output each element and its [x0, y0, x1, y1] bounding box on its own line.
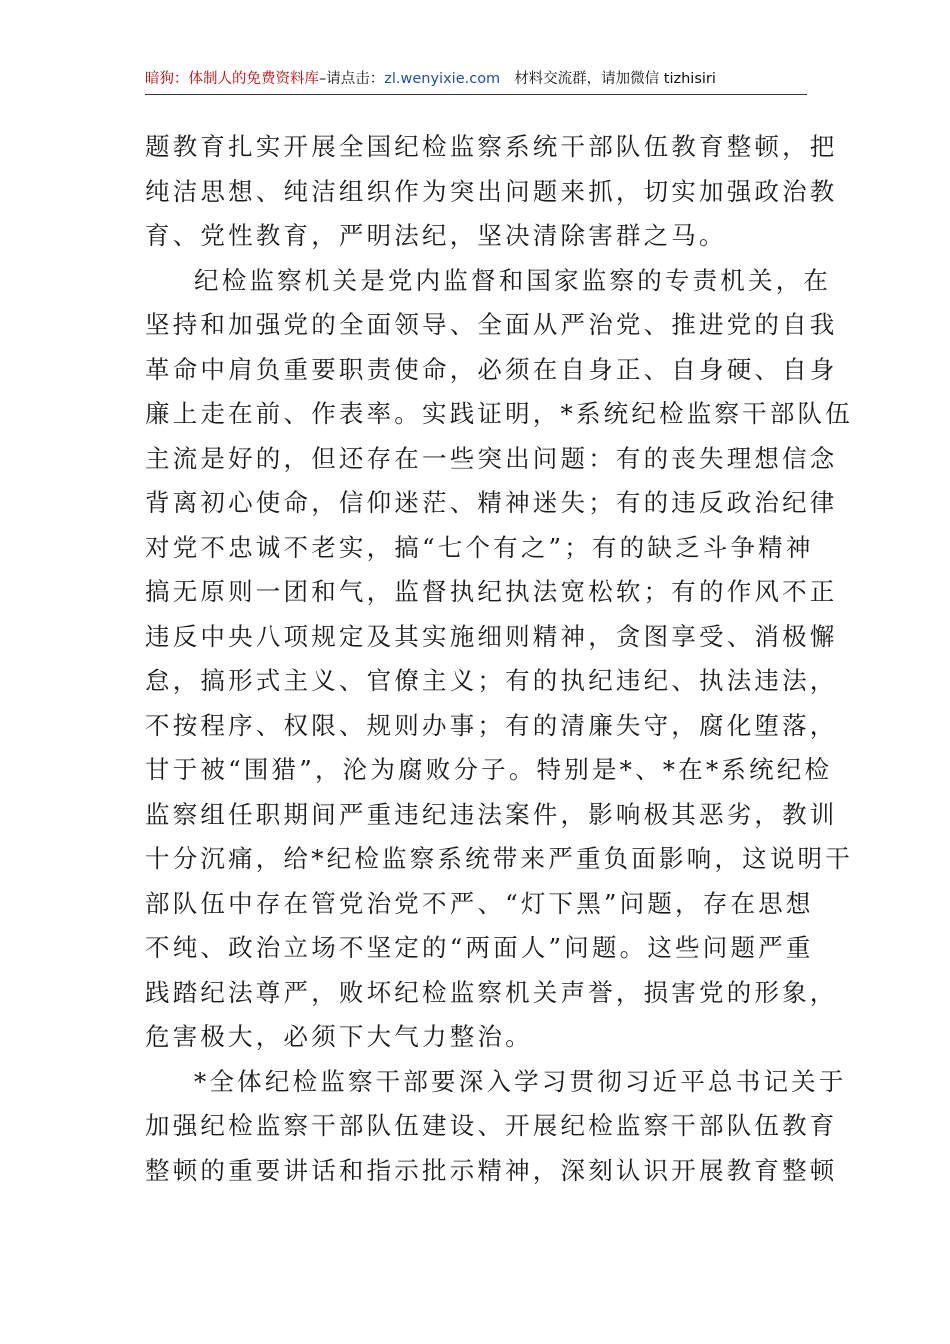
header-url-link[interactable]: zl.wenyixie.com [384, 71, 501, 87]
text-line: *全体纪检监察干部要深入学习贯彻习近平总书记关于 [194, 1066, 847, 1096]
text-line: 育、党性教育，严明法纪，坚决清除害群之马。 [145, 221, 727, 250]
text-line: 怠，搞形式主义、官僚主义；有的执纪违纪、执法违法， [145, 666, 838, 695]
text-line: 纯洁思想、纯洁组织作为突出问题来抓，切实加强政治教 [145, 176, 838, 206]
text-line: 监察组任职期间严重违纪违法案件，影响极其恶劣，教训 [145, 799, 838, 829]
header-wechat-note: 材料交流群，请加微信 tizhisiri [514, 71, 716, 87]
text-line: 廉上走在前、作表率。实践证明，*系统纪检监察干部队伍 [145, 399, 853, 428]
text-line: 背离初心使命，信仰迷茫、精神迷失；有的违反政治纪律 [145, 488, 838, 517]
text-line: 革命中肩负重要职责使命，必须在自身正、自身硬、自身 [145, 354, 838, 384]
text-line: 整顿的重要讲话和指示批示精神，深刻认识开展教育整顿 [145, 1155, 838, 1185]
text-line: 违反中央八项规定及其实施细则精神，贪图享受、消极懈 [145, 621, 838, 651]
header-click-prompt: –请点击： [319, 71, 385, 87]
text-line: 对党不忠诚不老实，搞“七个有之”；有的缺乏斗争精神 [145, 532, 814, 562]
paragraph-1 [145, 125, 838, 259]
text-line: 践踏纪法尊严，败坏纪检监察机关声誉，损害党的形象， [145, 977, 838, 1007]
text-line: 不按程序、权限、规则办事；有的清廉失守，腐化堕落， [145, 710, 838, 740]
text-line: 搞无原则一团和气，监督执纪执法宽松软；有的作风不正 [145, 577, 838, 606]
paragraph-2 [145, 259, 853, 1060]
text-line: 不纯、政治立场不坚定的“两面人”问题。这些问题严重 [145, 933, 814, 962]
paragraph-3 [145, 1060, 847, 1194]
document-body [145, 125, 853, 1193]
text-line: 十分沉痛，给*纪检监察系统带来严重负面影响，这说明干 [145, 844, 853, 873]
text-line: 危害极大，必须下大气力整治。 [145, 1022, 533, 1051]
text-line: 主流是好的，但还存在一些突出问题：有的丧失理想信念 [145, 443, 838, 473]
page-header [145, 68, 807, 95]
text-line: 题教育扎实开展全国纪检监察系统干部队伍教育整顿，把 [145, 132, 838, 161]
header-site-name: 暗狗：体制人的免费资料库 [145, 71, 319, 87]
text-line: 坚持和加强党的全面领导、全面从严治党、推进党的自我 [145, 310, 838, 339]
text-line: 部队伍中存在管党治党不严、“灯下黑”问题，存在思想 [145, 888, 814, 918]
text-line: 纪检监察机关是党内监督和国家监察的专责机关，在 [194, 265, 832, 295]
text-line: 甘于被“围猎”，沦为腐败分子。特别是*、*在*系统纪检 [145, 755, 833, 784]
text-line: 加强纪检监察干部队伍建设、开展纪检监察干部队伍教育 [145, 1111, 838, 1140]
